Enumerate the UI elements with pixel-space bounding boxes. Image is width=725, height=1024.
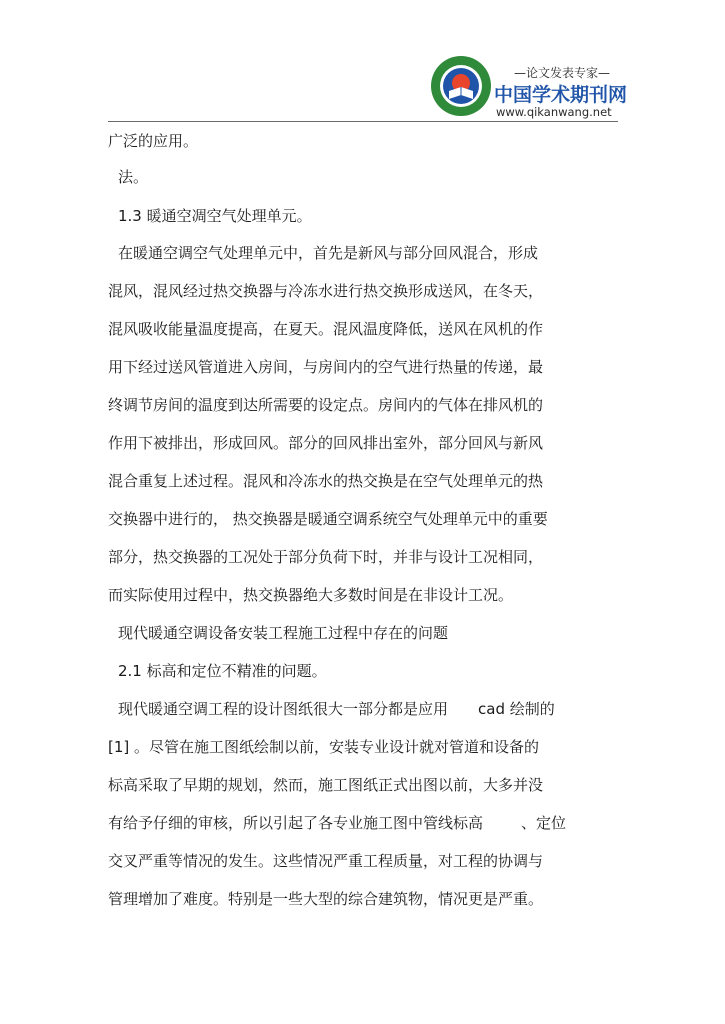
text-line [108,813,566,833]
text-line: 混合重复上述过程。混风和冷冻水的热交换是在空气处理单元的热 [108,472,544,490]
logo-url: www.qikanwang.net [496,105,612,119]
text-segment: 、定位 [521,814,567,832]
text-line: 交叉严重等情况的发生。这些情况严重工程质量，对工程的协调与 [108,852,544,870]
text-line: 法。 [118,168,149,186]
text-line: 终调节房间的温度到达所需要的设定点。房间内的气体在排风机的 [108,396,544,414]
text-line: 广泛的应用。 [108,132,199,150]
text-line: 混风吸收能量温度提高，在夏天。混风温度降低，送风在风机的作 [108,320,544,338]
text-line: 在暖通空调空气处理单元中，首先是新风与部分回风混合，形成 [118,244,539,262]
journal-logo [430,50,630,120]
seal-logo-icon [430,55,492,117]
text-line: 用下经过送风管道进入房间，与房间内的空气进行热量的传递，最 [108,358,544,376]
text-segment: cad 绘制的 [478,700,555,718]
text-line: [1] 。尽管在施工图纸绘制以前，安装专业设计就对管道和设备的 [108,738,540,756]
logo-tagline: —论文发表专家— [513,66,610,80]
section-heading: 2.1 标高和定位不精准的问题。 [118,662,327,680]
section-heading: 现代暖通空调设备安装工程施工过程中存在的问题 [118,624,449,642]
text-line: 而实际使用过程中，热交换器绝大多数时间是在非设计工况。 [108,586,514,604]
text-line [118,699,555,719]
header-divider [108,121,618,122]
section-heading: 1.3 暖通空凋空气处理单元。 [118,207,312,225]
text-segment: 有给予仔细的审核，所以引起了各专业施工图中管线标高 [108,814,484,832]
text-line: 标高采取了早期的规划，然而，施工图纸正式出图以前，大多并没 [108,776,544,794]
text-line: 作用下被排出，形成回风。部分的回风排出室外，部分回风与新风 [108,434,544,452]
logo-name: 中国学术期刊网 [494,84,628,106]
text-segment: 现代暖通空调工程的设计图纸很大一部分都是应用 [118,700,449,718]
text-line: 交换器中进行的， 热交换器是暖通空调系统空气处理单元中的重要 [108,510,548,528]
text-line: 部分，热交换器的工况处于部分负荷下时，并非与设计工况相同， [108,548,544,566]
text-line: 管理增加了难度。特别是一些大型的综合建筑物，情况更是严重。 [108,890,544,908]
text-line: 混风，混风经过热交换器与冷冻水进行热交换形成送风，在冬天， [108,282,544,300]
